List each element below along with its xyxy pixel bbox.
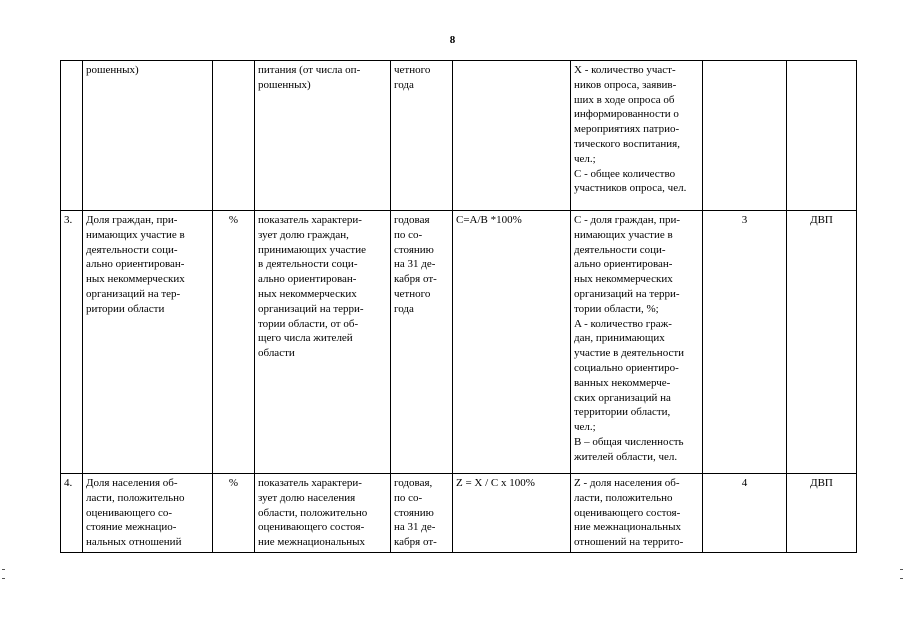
indicator-name: Доля населения об- ласти, положительно оценивающего со- стояние межнацио- нальных отношений [83,474,213,553]
code-cell [703,61,787,211]
formula-cell: C=A/B *100% [453,211,571,474]
indicator-name: Доля граждан, при- нимающих участие в деятельности соци- ально ориентирован- ных некоммерческих организаций на тер- ритории области [83,211,213,474]
row-number: 3. [61,211,83,474]
period-cell: годовая, по со- стоянию на 31 де- кабря от- [391,474,453,553]
description-cell: показатель характери- зует долю населения области, положительно оценивающего состоя- ние межнациональных [255,474,391,553]
page-number: 8 [449,34,456,46]
description-cell: питания (от числа оп- рошенных) [255,61,391,211]
indicators-table [60,60,857,553]
code-cell: 4 [703,474,787,553]
table-row [61,474,857,553]
scan-margin-mark [900,578,903,579]
legend-cell: X - количество участ- ников опроса, заявив- ших в ходе опроса об информированности о мероприятиях патрио- тического воспитания, чел.; C - общее количество участников опроса, чел. [571,61,703,211]
legend-cell: C - доля граждан, при- нимающих участие в деятельности соци- ально ориентирован- ных некоммерческих организаций на терри- тории области, %; A - количество граж- дан, принимающих участие в деятельности социально ориентиро- ванных некоммерче- ских организаций на территории области, чел.; B – общая численность жителей области, чел. [571,211,703,474]
table-row [61,61,857,211]
indicator-name: рошенных) [83,61,213,211]
table-row [61,211,857,474]
row-number: 4. [61,474,83,553]
source-cell [787,61,857,211]
unit-cell: % [213,211,255,474]
formula-cell [453,61,571,211]
scan-margin-mark [2,569,5,570]
code-cell: 3 [703,211,787,474]
source-cell: ДВП [787,474,857,553]
source-cell: ДВП [787,211,857,474]
scan-margin-mark [900,569,903,570]
unit-cell: % [213,474,255,553]
row-number [61,61,83,211]
scan-margin-mark [2,578,5,579]
period-cell: годовая по со- стоянию на 31 де- кабря от- четного года [391,211,453,474]
formula-cell: Z = X / C x 100% [453,474,571,553]
period-cell: четного года [391,61,453,211]
description-cell: показатель характери- зует долю граждан, принимающих участие в деятельности соци- ально ориентирован- ных некоммерческих организаций на терри- тории области, от об- щего числа жителей области [255,211,391,474]
legend-cell: Z - доля населения об- ласти, положительно оценивающего состоя- ние межнациональных отношений на террито- [571,474,703,553]
unit-cell [213,61,255,211]
